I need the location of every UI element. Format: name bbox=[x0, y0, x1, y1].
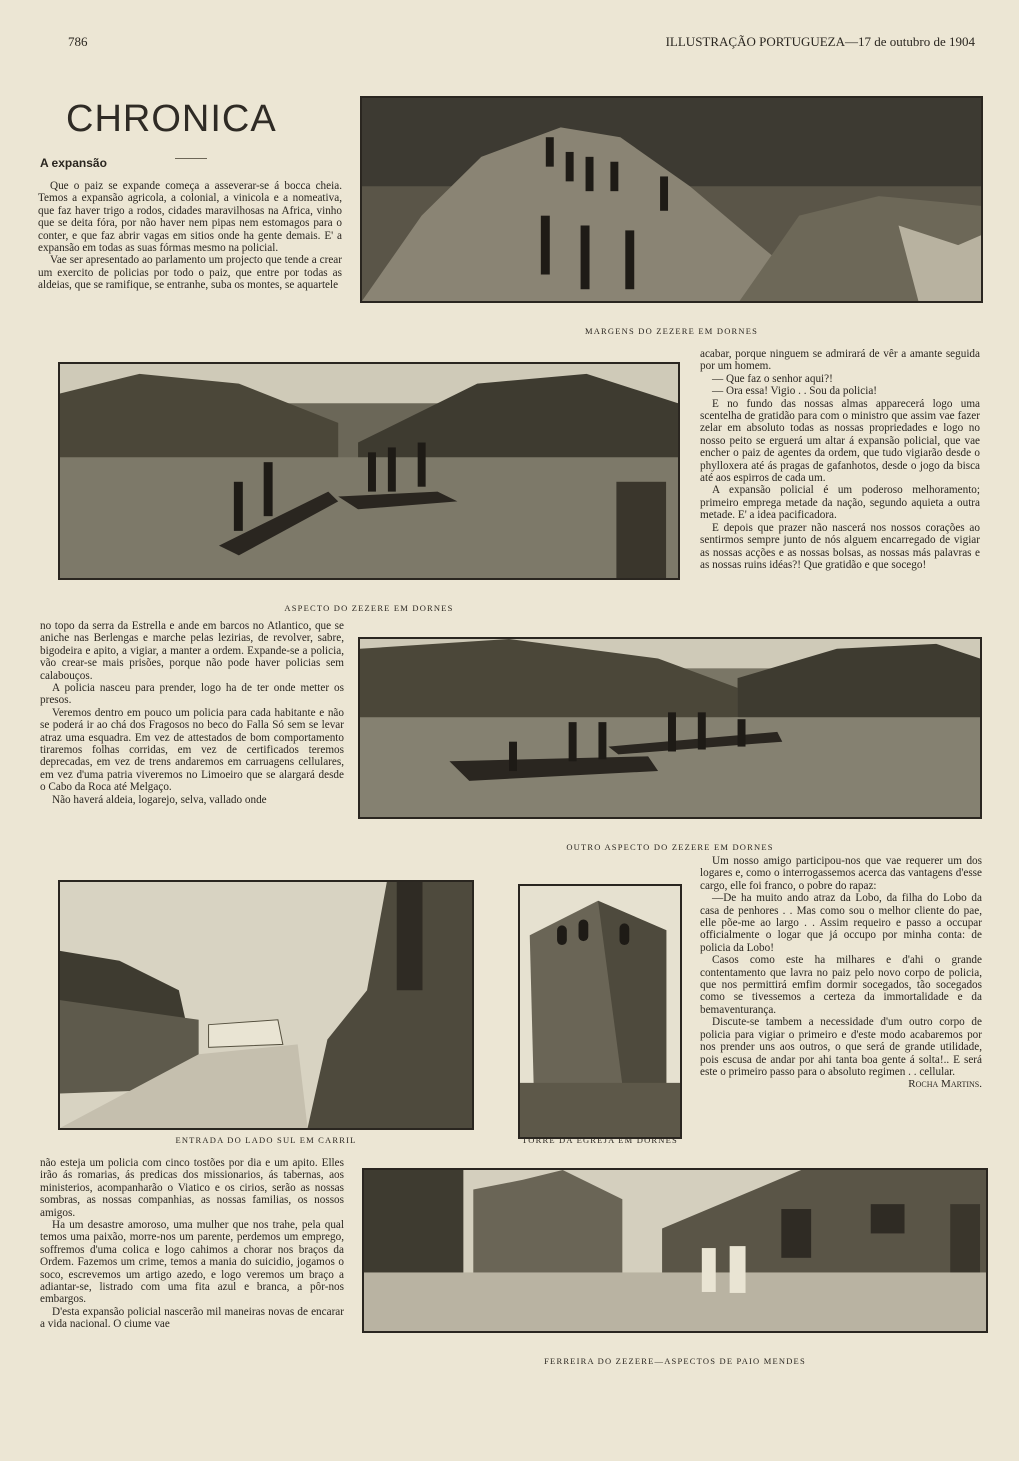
text-column-3 bbox=[40, 1157, 344, 1369]
article-title: CHRONICA bbox=[66, 98, 277, 140]
text-column-2 bbox=[40, 620, 344, 860]
page-number: 786 bbox=[68, 34, 88, 49]
photo-margens-zezere bbox=[360, 96, 983, 303]
photo-torre-egreja bbox=[518, 884, 682, 1139]
photo-paio-mendes bbox=[362, 1168, 988, 1333]
paragraph: Ha um desastre amoroso, uma mulher que nos trahe, pela qual temos uma paixão, morre-nos um parente, perdemos um emprego, soffremos d'uma colica e logo cahimos a chorar nos braços da Ordem. Fazemos um crime, temos a mania do suicidio, jogamos o soco, escrevemos um artigo azedo, e logo veremos um braço a adiantar-se, listrado com uma fita azul e branca, a pôr-nos embargos. bbox=[40, 1219, 344, 1306]
author-signature: Rocha Martins. bbox=[908, 1078, 982, 1091]
paragraph: A expansão policial é um poderoso melhoramento; primeiro emprega metade da nação, segundo aquieta a outra metade. E' a idea pacificadora. bbox=[700, 484, 980, 522]
paragraph: no topo da serra da Estrella e ande em barcos no Atlantico, que se aniche nas Berlengas e marche pelas lezirias, de revolver, sabre, bigodeira e apito, a vigiar, a manter a ordem. Expande-se a policia, vão crear-se mais prisões, porque não pode haver policias sem calabouços. bbox=[40, 620, 344, 682]
text-column-4 bbox=[700, 348, 980, 620]
paragraph: E depois que prazer não nascerá nos nossos corações ao sentirmos sempre junto de nós alguem encarregado de vigiar as nossas acções e as nossas bolsas, as nossas más palavras e as nossas ruins idéas?! Que gratidão e que socego! bbox=[700, 521, 980, 571]
running-header: ILLUSTRAÇÃO PORTUGUEZA—17 de outubro de 1904 bbox=[665, 34, 975, 49]
paragraph: não esteja um policia com cinco tostões por dia e um apito. Elles irão ás romarias, ás predicas dos missionarios, ás tabernas, aos ministerios, acompanharão o Viatico e os cirios, serão as nossas sombras, as nossas companhias, as nossas familias, os nossos amigos. bbox=[40, 1157, 344, 1219]
text-column-1 bbox=[38, 180, 342, 340]
paragraph: D'esta expansão policial nascerão mil maneiras novas de encarar a vida nacional. O ciume vae bbox=[40, 1305, 344, 1331]
paragraph: Casos como este ha milhares e d'ahi o grande contentamento que lavra no paiz pelo novo corpo de policia, que nos permittirá emfim dormir socegados, tão socegados como se tivessemos a certeza da immortalidade e da bemaventurança. bbox=[700, 954, 982, 1016]
caption-photo-2: ASPECTO DO ZEZERE EM DORNES bbox=[284, 603, 454, 613]
photo-outro-aspecto-zezere bbox=[358, 637, 982, 819]
paragraph: Vae ser apresentado ao parlamento um projecto que tende a crear um exercito de policias por todo o paiz, que entre por todas as aldeias, que se ramifique, se entranhe, suba os montes, se aquartele bbox=[38, 254, 342, 292]
photo-aspecto-zezere bbox=[58, 362, 680, 580]
paragraph: Que o paiz se expande começa a asseverar-se á bocca cheia. Temos a expansão agricola, a colonial, a vinicola e a nomeativa, que faz haver trigo a rodos, cidades maravilhosas na Africa, vinho que se deita fóra, por não haver nem pipas nem estomagos para o conter, e que faz abrir vagas em sitios onde ha gente demais. E' a expansão em todas as suas fórmas mesmo na policial. bbox=[38, 180, 342, 255]
caption-photo-5: TORRE DA EGREJA EM DORNES bbox=[522, 1135, 678, 1145]
caption-photo-3: OUTRO ASPECTO DO ZEZERE EM DORNES bbox=[566, 842, 774, 852]
caption-photo-6: FERREIRA DO ZEZERE—ASPECTOS DE PAIO MENDES bbox=[544, 1356, 806, 1366]
paragraph: Não haverá aldeia, logarejo, selva, vallado onde bbox=[52, 793, 267, 806]
caption-photo-1: MARGENS DO ZEZERE EM DORNES bbox=[584, 326, 759, 336]
title-rule bbox=[175, 158, 207, 159]
paragraph: A policia nasceu para prender, logo ha de ter onde metter os presos. bbox=[40, 682, 344, 707]
article-subtitle: A expansão bbox=[40, 156, 107, 170]
photo-entrada-carril bbox=[58, 880, 474, 1130]
paragraph: — Ora essa! Vigio . . Sou da policia! bbox=[712, 385, 878, 398]
paragraph: acabar, porque ninguem se admirará de vêr a amante seguida por um homem. bbox=[700, 348, 980, 373]
caption-photo-4: ENTRADA DO LADO SUL EM CARRIL bbox=[175, 1135, 357, 1145]
paragraph: Um nosso amigo participou-nos que vae requerer um dos logares e, como o interrogassemos acerca das vantagens d'esse cargo, elle foi franco, o pobre do rapaz: bbox=[700, 855, 982, 892]
text-column-5 bbox=[700, 855, 982, 1145]
paragraph: Discute-se tambem a necessidade d'um outro corpo de policia para vigiar o primeiro e d'este modo acabaremos por nos prender uns aos outros, o que será de grande utilidade, pois escusa de andar por ahi tanta boa gente á solta!.. E será este o primeiro passo para o absoluto regimen . . cellular. bbox=[700, 1016, 982, 1078]
paragraph: Veremos dentro em pouco um policia para cada habitante e não se poderá ir ao chá dos Fragosos no beco do Falla Só sem se levar atraz uma esquadra. Em vez de attestados de bom comportamento tiraremos folhas corridas, em vez de certificados teremos deprecadas, em vez de trens andaremos em carruagens cellulares, em vez d'uma patria viveremos no Limoeiro que se alargará desde o Cabo da Roca até Melgaço. bbox=[40, 706, 344, 794]
paragraph: — Que faz o senhor aqui?! bbox=[712, 372, 833, 385]
paragraph: E no fundo das nossas almas apparecerá logo uma scentelha de gratidão para com o ministro que assim vae fazer zelar em absoluto todas as nossas propriedades e logo no nosso peito se erguerá um altar á expansão policial, que vae encher o paiz de agentes da ordem, que tudo vigiarão desde o phylloxera até ás pragas de gafanhotos, desde o jogo da bisca até aos espirros de cada um. bbox=[700, 397, 980, 485]
paragraph: —De ha muito ando atraz da Lobo, da filha do Lobo da casa de penhores . . Mas como sou o melhor cliente do pae, elle põe-me ao largo . . Assim requeiro e passo a occupar officialmente o logar que já occupo por minha conta: de policia da Lobo! bbox=[700, 892, 982, 954]
